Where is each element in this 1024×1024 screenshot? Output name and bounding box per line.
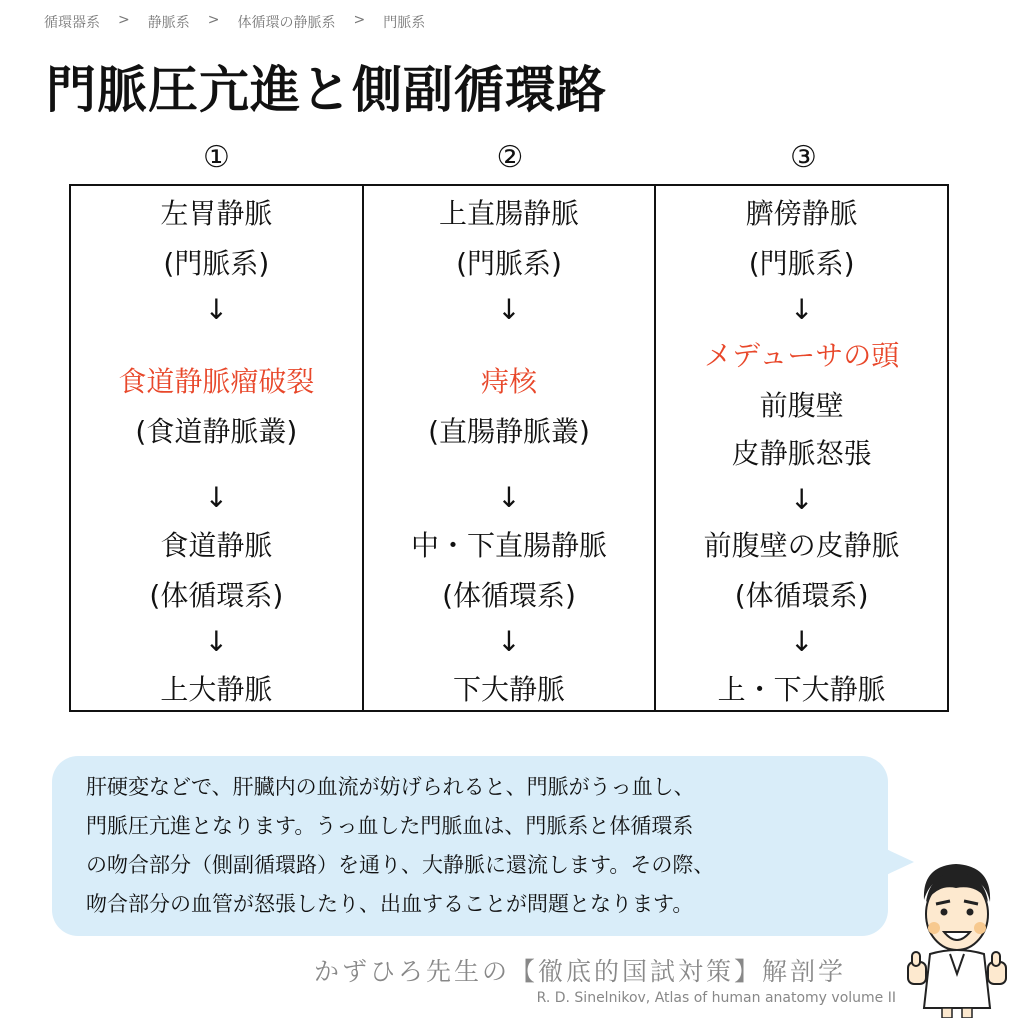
down-arrow-icon: ↓ xyxy=(789,293,814,326)
breadcrumb-separator: > xyxy=(353,12,366,28)
cell-line: 前腹壁の皮静脈 xyxy=(703,529,900,562)
column-number-3: ③ xyxy=(790,140,817,175)
page-title: 門脈圧亢進と側副循環路 xyxy=(46,61,607,119)
down-arrow-icon: ↓ xyxy=(497,625,521,658)
down-arrow-icon: ↓ xyxy=(204,625,229,658)
cell-line: (体循環系) xyxy=(734,579,869,612)
cell-line: 中・下直腸静脈 xyxy=(411,529,608,562)
explanation-line: 肝硬変などで、肝臓内の血流が妨げられると、門脈がうっ血し、 xyxy=(86,775,695,799)
breadcrumb-item-circulatory[interactable]: 循環器系 xyxy=(44,15,100,31)
explanation-bubble xyxy=(52,756,888,936)
explanation-line: 門脈圧亢進となります。うっ血した門脈血は、門脈系と体循環系 xyxy=(86,814,694,838)
column-pathway-1 xyxy=(71,186,362,710)
cell-line: 下大静脈 xyxy=(453,673,566,706)
cell-line: (食道静脈叢) xyxy=(135,415,298,448)
cell-line: 前腹壁 xyxy=(759,389,844,422)
cell-line: (体循環系) xyxy=(442,579,576,612)
down-arrow-icon: ↓ xyxy=(204,293,229,326)
cell-line: 上大静脈 xyxy=(160,673,273,706)
brand-label: かずひろ先生の【徹底的国試対策】解剖学 xyxy=(314,957,847,986)
breadcrumb-item-systemic-venous[interactable]: 体循環の静脈系 xyxy=(237,15,336,31)
down-arrow-icon: ↓ xyxy=(789,483,814,516)
down-arrow-icon: ↓ xyxy=(204,481,229,514)
column-pathway-3 xyxy=(654,186,947,710)
teacher-avatar-illustration xyxy=(904,858,1008,1018)
cell-line-highlight: 食道静脈瘤破裂 xyxy=(118,365,315,398)
column-pathway-2 xyxy=(362,186,655,710)
cell-line: 皮静脈怒張 xyxy=(731,437,872,470)
cell-line: 食道静脈 xyxy=(160,529,273,562)
column-number-2: ② xyxy=(496,140,524,175)
credit-label: R. D. Sinelnikov, Atlas of human anatomy volume II xyxy=(536,990,896,1006)
column-number-1: ① xyxy=(203,140,230,175)
breadcrumb-item-portal[interactable]: 門脈系 xyxy=(383,15,426,31)
cell-line-highlight: メデューサの頭 xyxy=(704,339,900,372)
cell-line: (門脈系) xyxy=(748,247,855,280)
cell-line: (体循環系) xyxy=(149,579,284,612)
column-numbers xyxy=(70,140,950,175)
breadcrumb-separator: > xyxy=(118,12,130,28)
down-arrow-icon: ↓ xyxy=(497,293,521,326)
down-arrow-icon: ↓ xyxy=(497,481,521,514)
down-arrow-icon: ↓ xyxy=(789,625,814,658)
cell-line: (門脈系) xyxy=(163,247,270,280)
cell-line: 左胃静脈 xyxy=(160,197,273,230)
breadcrumb-item-venous[interactable]: 静脈系 xyxy=(147,15,190,31)
cell-line: (門脈系) xyxy=(456,247,562,280)
breadcrumb-separator: > xyxy=(207,12,220,28)
cell-line: (直腸静脈叢) xyxy=(428,415,590,448)
cell-line: 臍傍静脈 xyxy=(745,197,858,230)
cell-line-highlight: 痔核 xyxy=(481,365,538,398)
cell-line: 上・下大静脈 xyxy=(717,673,886,706)
cell-line: 上直腸静脈 xyxy=(439,197,580,230)
breadcrumb xyxy=(44,12,425,32)
collateral-pathway-table xyxy=(69,184,949,712)
explanation-line: の吻合部分（側副循環路）を通り、大静脈に還流します。その際、 xyxy=(86,853,715,877)
explanation-line: 吻合部分の血管が怒張したり、出血することが問題となります。 xyxy=(86,892,694,916)
